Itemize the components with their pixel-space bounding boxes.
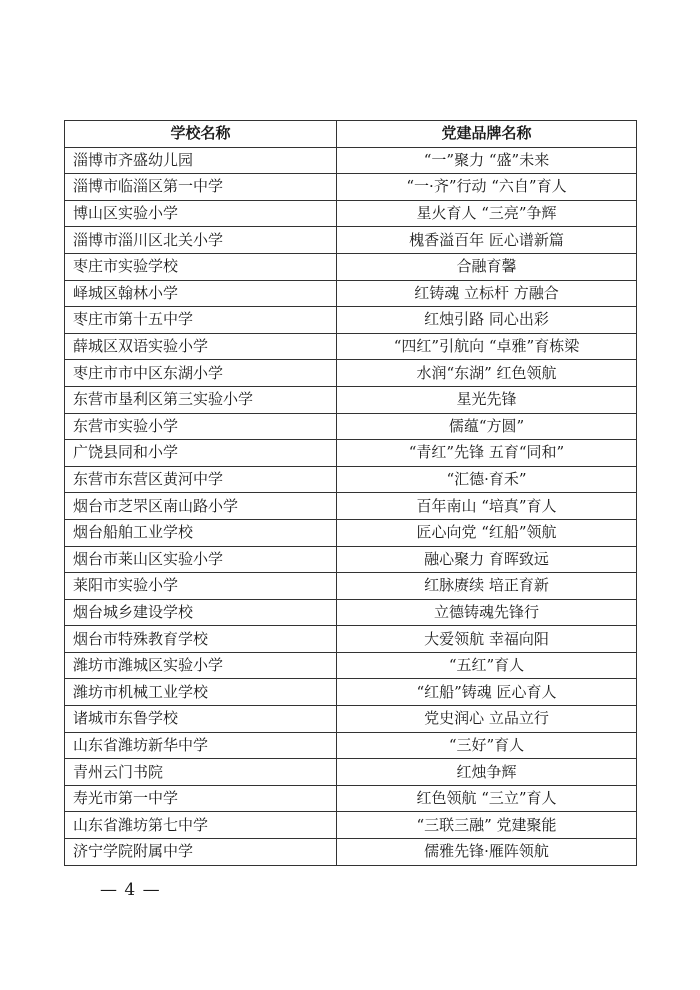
- table-header-row: [65, 121, 637, 148]
- header-school-name: 学校名称: [65, 121, 337, 148]
- table-row: [65, 174, 637, 201]
- table-row: [65, 599, 637, 626]
- table-row: [65, 626, 637, 653]
- brand-name-cell: 大爱领航 幸福向阳: [337, 626, 637, 653]
- brand-name-cell: “汇德·育禾”: [337, 466, 637, 493]
- table-row: [65, 573, 637, 600]
- table-row: [65, 652, 637, 679]
- school-name-cell: 青州云门书院: [65, 759, 337, 786]
- school-name-cell: 烟台城乡建设学校: [65, 599, 337, 626]
- brand-name-cell: “一·齐”行动 “六自”育人: [337, 174, 637, 201]
- brand-name-cell: 百年南山 “培真”育人: [337, 493, 637, 520]
- table-row: [65, 785, 637, 812]
- brand-name-cell: 党史润心 立品立行: [337, 706, 637, 733]
- brand-name-cell: 星火育人 “三亮”争辉: [337, 200, 637, 227]
- table-row: [65, 333, 637, 360]
- brand-name-cell: 立德铸魂先锋行: [337, 599, 637, 626]
- table-row: [65, 732, 637, 759]
- table-row: [65, 307, 637, 334]
- brand-name-cell: 融心聚力 育晖致远: [337, 546, 637, 573]
- page-number: — 4 —: [100, 880, 161, 900]
- table-row: [65, 386, 637, 413]
- school-name-cell: 博山区实验小学: [65, 200, 337, 227]
- table-row: [65, 679, 637, 706]
- school-name-cell: 薛城区双语实验小学: [65, 333, 337, 360]
- school-name-cell: 潍坊市机械工业学校: [65, 679, 337, 706]
- table-row: [65, 280, 637, 307]
- brand-name-cell: “红船”铸魂 匠心育人: [337, 679, 637, 706]
- school-name-cell: 东营市垦利区第三实验小学: [65, 386, 337, 413]
- table-row: [65, 360, 637, 387]
- brand-name-cell: 红色领航 “三立”育人: [337, 785, 637, 812]
- table-row: [65, 253, 637, 280]
- school-name-cell: 烟台市莱山区实验小学: [65, 546, 337, 573]
- table-row: [65, 812, 637, 839]
- header-brand-name: 党建品牌名称: [337, 121, 637, 148]
- brand-name-cell: 红铸魂 立标杆 方融合: [337, 280, 637, 307]
- brand-name-cell: 红烛引路 同心出彩: [337, 307, 637, 334]
- brand-name-cell: “五红”育人: [337, 652, 637, 679]
- brand-name-cell: 红烛争辉: [337, 759, 637, 786]
- school-name-cell: 烟台市特殊教育学校: [65, 626, 337, 653]
- school-name-cell: 东营市实验小学: [65, 413, 337, 440]
- school-name-cell: 东营市东营区黄河中学: [65, 466, 337, 493]
- school-name-cell: 烟台船舶工业学校: [65, 519, 337, 546]
- table-row: [65, 147, 637, 174]
- table-row: [65, 546, 637, 573]
- table-row: [65, 839, 637, 866]
- school-name-cell: 莱阳市实验小学: [65, 573, 337, 600]
- school-name-cell: 枣庄市市中区东湖小学: [65, 360, 337, 387]
- school-name-cell: 寿光市第一中学: [65, 785, 337, 812]
- school-name-cell: 广饶县同和小学: [65, 440, 337, 467]
- school-name-cell: 淄博市临淄区第一中学: [65, 174, 337, 201]
- table-row: [65, 440, 637, 467]
- table-row: [65, 466, 637, 493]
- table-row: [65, 227, 637, 254]
- table-row: [65, 493, 637, 520]
- school-name-cell: 淄博市齐盛幼儿园: [65, 147, 337, 174]
- school-name-cell: 山东省潍坊第七中学: [65, 812, 337, 839]
- brand-name-cell: 儒蕴“方圆”: [337, 413, 637, 440]
- table-row: [65, 519, 637, 546]
- brand-name-cell: “三联三融” 党建聚能: [337, 812, 637, 839]
- school-name-cell: 枣庄市第十五中学: [65, 307, 337, 334]
- table-row: [65, 413, 637, 440]
- table-row: [65, 706, 637, 733]
- brand-name-cell: 槐香溢百年 匠心谱新篇: [337, 227, 637, 254]
- school-name-cell: 山东省潍坊新华中学: [65, 732, 337, 759]
- brand-name-cell: “四红”引航向 “卓雅”育栋梁: [337, 333, 637, 360]
- school-name-cell: 峄城区翰林小学: [65, 280, 337, 307]
- brand-name-cell: “青红”先锋 五育“同和”: [337, 440, 637, 467]
- school-name-cell: 枣庄市实验学校: [65, 253, 337, 280]
- school-name-cell: 烟台市芝罘区南山路小学: [65, 493, 337, 520]
- school-name-cell: 潍坊市潍城区实验小学: [65, 652, 337, 679]
- brand-name-cell: “一”聚力 “盛”未来: [337, 147, 637, 174]
- table-body: [65, 147, 637, 865]
- school-name-cell: 济宁学院附属中学: [65, 839, 337, 866]
- brand-name-cell: 儒雅先锋·雁阵领航: [337, 839, 637, 866]
- brand-name-cell: “三好”育人: [337, 732, 637, 759]
- brand-name-cell: 合融育馨: [337, 253, 637, 280]
- school-brand-table: [64, 120, 637, 866]
- school-name-cell: 淄博市淄川区北关小学: [65, 227, 337, 254]
- brand-name-cell: 星光先锋: [337, 386, 637, 413]
- brand-name-cell: 水润“东湖” 红色领航: [337, 360, 637, 387]
- brand-name-cell: 匠心向党 “红船”领航: [337, 519, 637, 546]
- school-name-cell: 诸城市东鲁学校: [65, 706, 337, 733]
- table-row: [65, 759, 637, 786]
- brand-name-cell: 红脉赓续 培正育新: [337, 573, 637, 600]
- table-row: [65, 200, 637, 227]
